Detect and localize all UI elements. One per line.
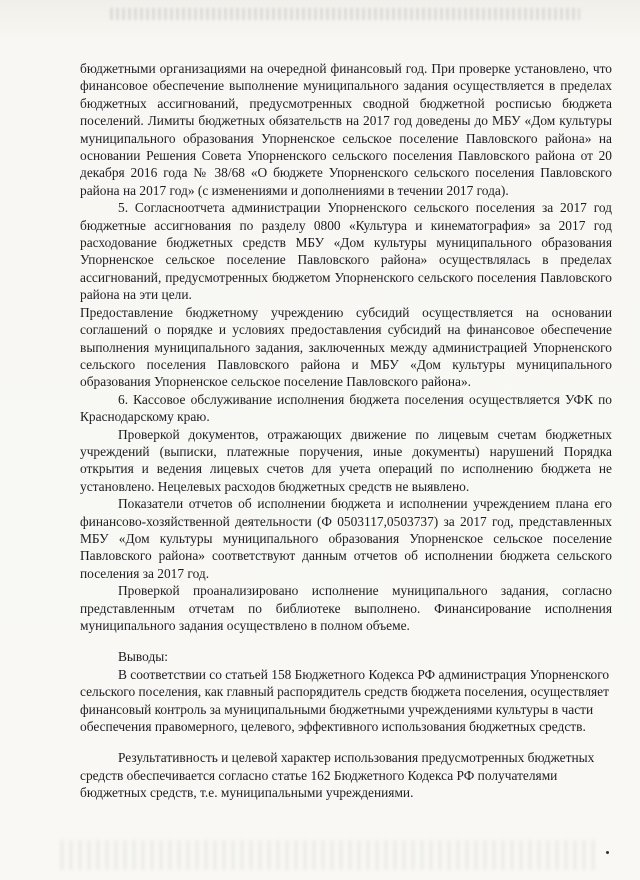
paragraph-budget-limits: бюджетными организациями на очередной финансовый год. При проверке установлено, что финансовое обеспечение выполнение муниципального задания осуществляется в пределах бюджетных ассигнований, предусмотренных сводной бюджетной росписью бюджета поселений. Лимиты бюджетных обязательств на 2017 год доведены до МБУ «Дом культуры муниципального образования Упорненское сельское поселение Павловского района» на основании Решения Совета Упорненского сельского поселения Павловского района от 20 декабря 2016 года № 38/68 «О бюджете Упорненского сельского поселения Павловского района на 2017 год» (с изменениями и дополнениями в течении 2017 года). [80,61,612,198]
paragraph-accounts-check: Проверкой документов, отражающих движение по лицевым счетам бюджетных учреждений (выписки, платежные поручения, иные документы) нарушений Порядка открытия и ведения лицевых счетов для учета операций по исполнению бюджета не установлено. Нецелевых расходов бюджетных средств не выявлено. [80,426,612,494]
scan-artifact-top [110,8,580,20]
paragraph-municipal-task: Проверкой проанализировано исполнение муниципального задания, согласно представленным отчетам по библиотеке выполнено. Финансирование исполнения муниципального задания осуществлено в полном объеме. [80,583,612,633]
paragraph-subsidies: Предоставление бюджетному учреждению субсидий осуществляется на основании соглашений о порядке и условиях предоставления субсидий на финансовое обеспечение выполнения муниципального задания, заключенных между администрацией Упорненского сельского поселения Павловского района и МБУ «Дом культуры муниципального образования Упорненское сельское поселение Павловского района». [80,304,612,390]
paragraph-conclusion-2: Результативность и целевой характер использования предусмотренных бюджетных средств обеспечивается согласно статье 162 Бюджетного Кодекса РФ получателями бюджетных средств, т.е. муниципальными учреждениями. [80,750,595,801]
paragraph-item-6: 6. Кассовое обслуживание исполнения бюджета поселения осуществляется УФК по Краснодарскому краю. [80,391,612,425]
conclusions-heading: Выводы: [118,649,168,665]
paragraph-reports: Показатели отчетов об исполнении бюджета и исполнении учреждением плана его финансово-хозяйственной деятельности (Ф 0503117,0503737) за 2017 год, представленных МБУ «Дом культуры муниципального образования Упорненское сельское поселение Павловского района» соответствуют данным отчетов об исполнении бюджета сельского поселения за 2017 год. [80,496,612,581]
scan-artifact-bottom [60,840,600,870]
paragraph-item-5: 5. Согласноотчета администрации Упорненского сельского поселения за 2017 год бюджетные ассигнования по разделу 0800 «Культура и кинематография» за 2017 год расходование бюджетных средств МБУ «Дом культуры муниципального образования Упорненское сельское поселение Павловского района» осуществлялась в пределах ассигнований, предусмотренных бюджетом Упорненского сельского поселения Павловского района на эти цели. [80,200,612,303]
page-mark [606,851,609,854]
paragraph-conclusion-1: В соответствии со статьей 158 Бюджетного Кодекса РФ администрация Упорненского сельского поселения, как главный распорядитель средств бюджета поселения, осуществляет финансовый контроль за муниципальными бюджетными учреждениями культуры в части обеспечения правомерного, целевого, эффективного использования бюджетных средств. [80,666,610,735]
document-body [80,60,612,802]
